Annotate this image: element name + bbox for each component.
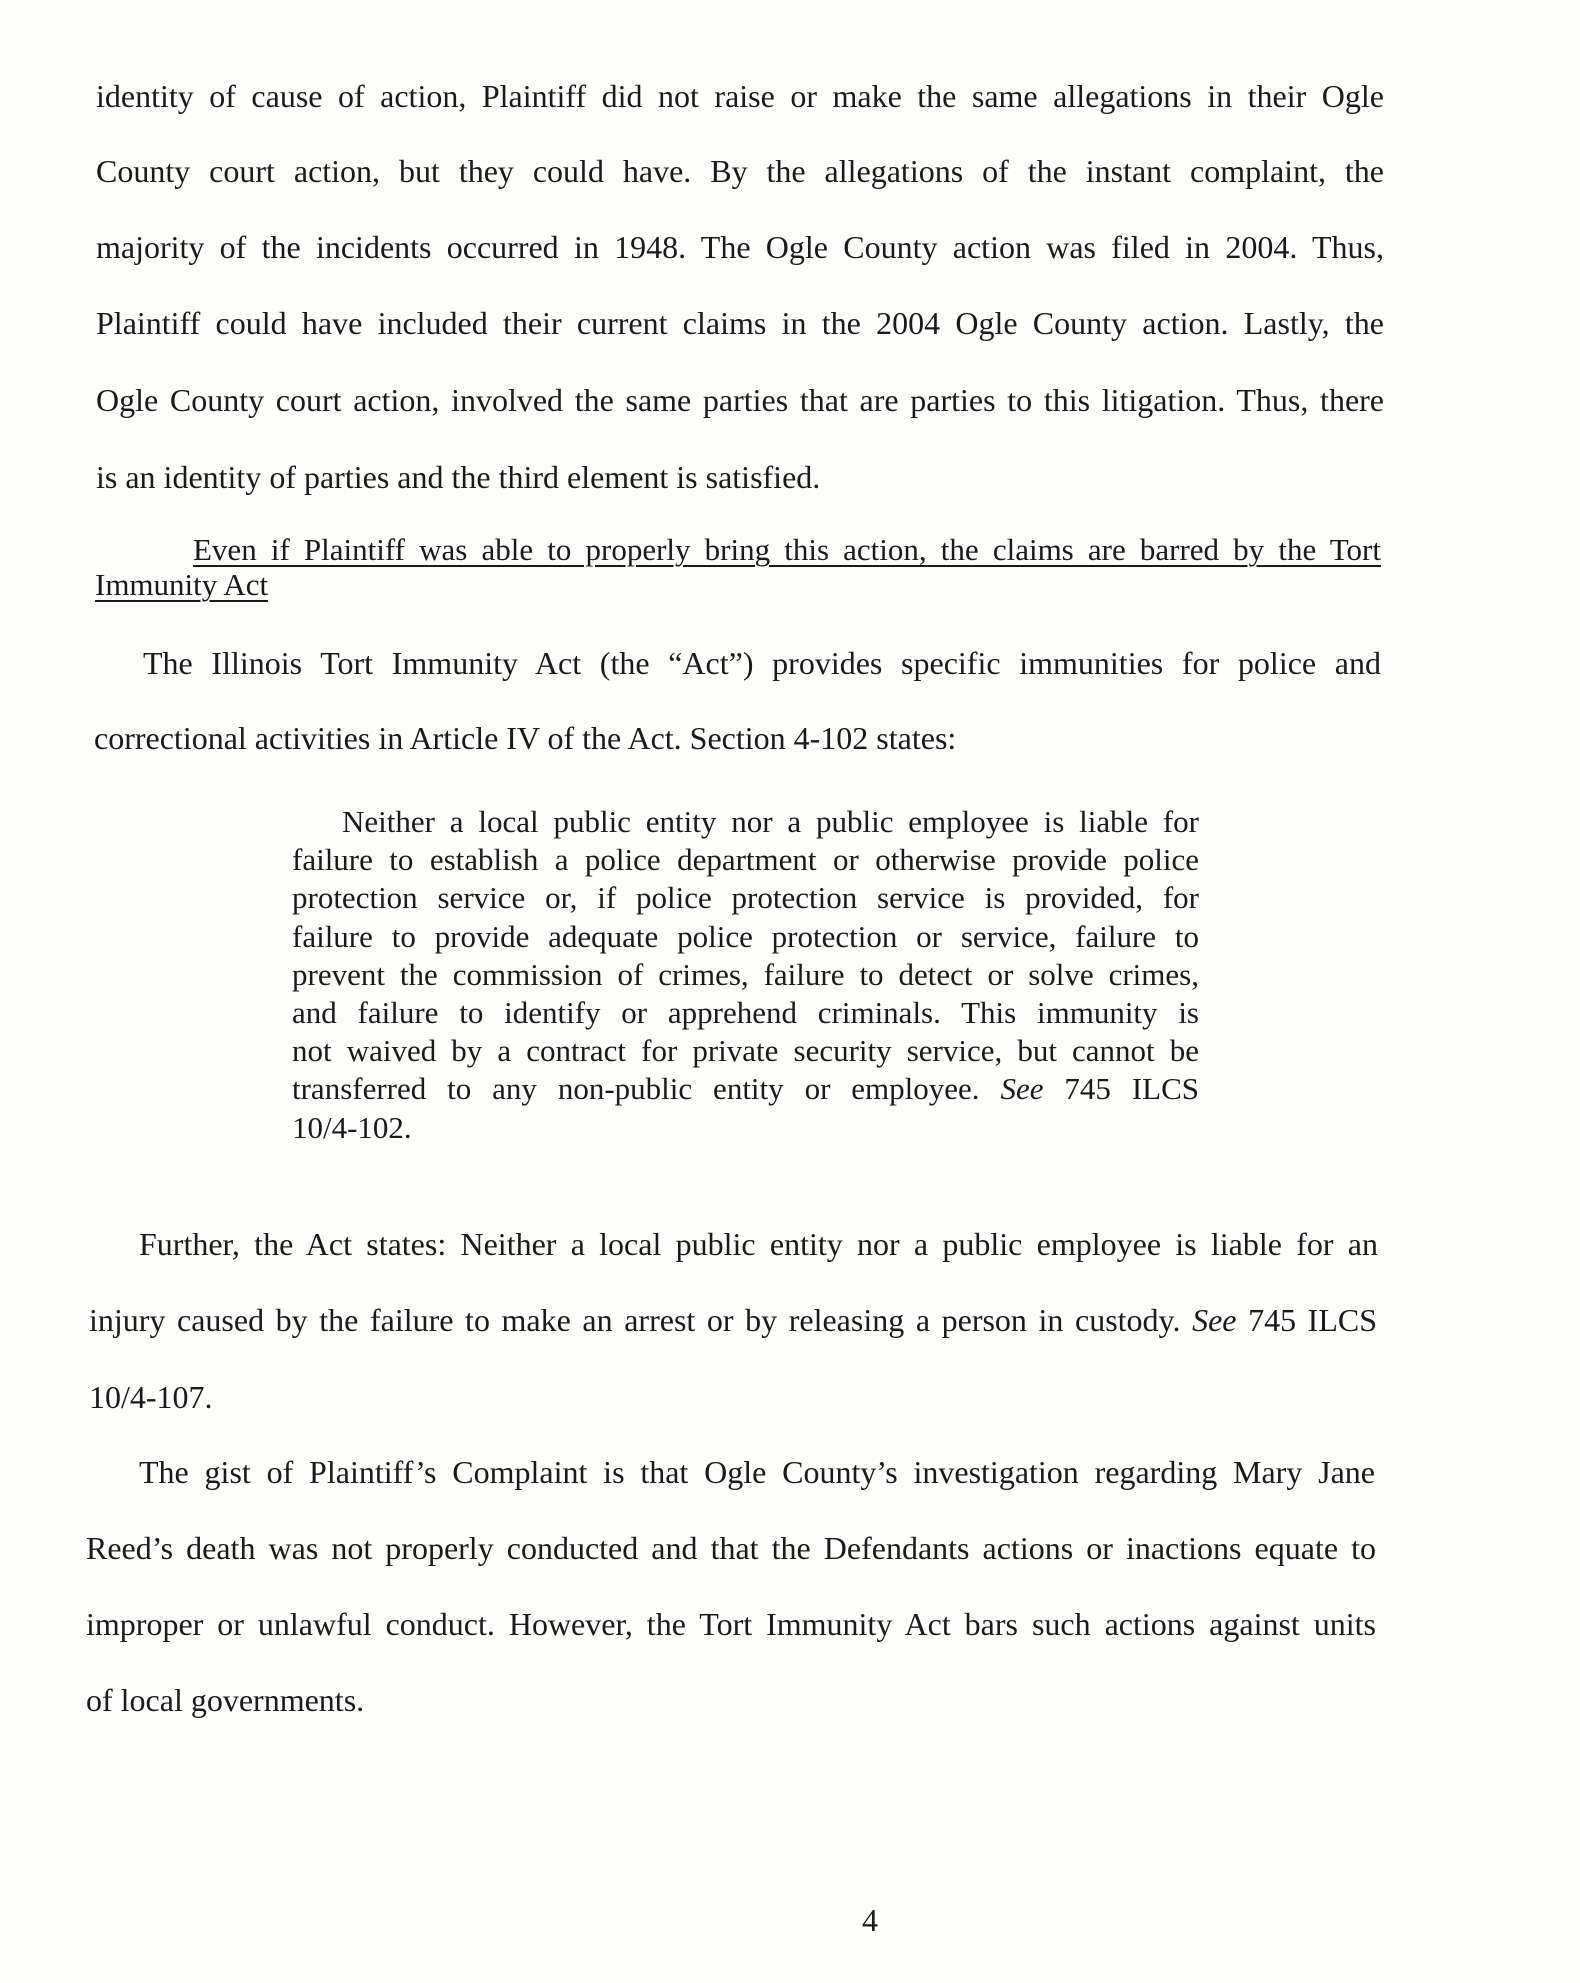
text-line: correctional activities in Article IV of the Act. Section 4-102 states: (94, 720, 957, 756)
block-quote (292, 803, 1199, 1147)
quote-line: failure to provide adequate police protection or service, failure to (292, 918, 1199, 954)
text-line (89, 1300, 1377, 1340)
text-line: The gist of Plaintiff’s Complaint is that Ogle County’s investigation regarding Mary Jane (139, 1454, 1375, 1490)
quote-line: failure to establish a police department or otherwise provide police (292, 842, 1199, 878)
citation-text: 745 ILCS (1043, 1071, 1200, 1107)
heading-line: Even if Plaintiff was able to properly bring this action, the claims are barred by the Tort (193, 532, 1381, 567)
text-line: Plaintiff could have included their current claims in the 2004 Ogle County action. Lastly, the (96, 305, 1384, 341)
quote-line: 10/4-102. (292, 1109, 412, 1145)
text-line: of local governments. (86, 1682, 365, 1718)
citation-signal: See (1192, 1302, 1237, 1338)
text-line: Ogle County court action, involved the same parties that are parties to this litigation. Thus, there (96, 382, 1384, 418)
page-number: 4 (862, 1902, 878, 1938)
text-span: injury caused by the failure to make an arrest or by releasing a person in custody. (89, 1302, 1181, 1338)
text-line: improper or unlawful conduct. However, the Tort Immunity Act bars such actions against units (86, 1606, 1376, 1642)
text-line: Reed’s death was not properly conducted and that the Defendants actions or inactions equate to (86, 1530, 1376, 1566)
text-line: identity of cause of action, Plaintiff did not raise or make the same allegations in their Ogle (96, 78, 1384, 114)
quote-line: protection service or, if police protection service is provided, for (292, 880, 1199, 916)
text-line: majority of the incidents occurred in 1948. The Ogle County action was filed in 2004. Thus, (96, 229, 1384, 265)
quote-text: transferred to any non-public entity or employee. (292, 1071, 980, 1107)
quote-line: not waived by a contract for private security service, but cannot be (292, 1033, 1199, 1069)
citation-text: 745 ILCS (1236, 1302, 1378, 1338)
quote-line: prevent the commission of crimes, failure to detect or solve crimes, (292, 956, 1199, 992)
text-line: Further, the Act states: Neither a local public entity nor a public employee is liable for an (139, 1226, 1378, 1262)
quote-line: and failure to identify or apprehend criminals. This immunity is (292, 994, 1199, 1030)
heading-line: Immunity Act (95, 567, 269, 602)
text-line: is an identity of parties and the third element is satisfied. (96, 459, 821, 495)
text-line: The Illinois Tort Immunity Act (the “Act”) provides specific immunities for police and (143, 645, 1381, 681)
quote-line (292, 1070, 1199, 1108)
text-line: County court action, but they could have. By the allegations of the instant complaint, the (96, 153, 1384, 189)
quote-line: Neither a local public entity nor a public employee is liable for (342, 804, 1199, 839)
citation-signal: See (1000, 1071, 1044, 1107)
text-line: 10/4-107. (89, 1379, 213, 1415)
